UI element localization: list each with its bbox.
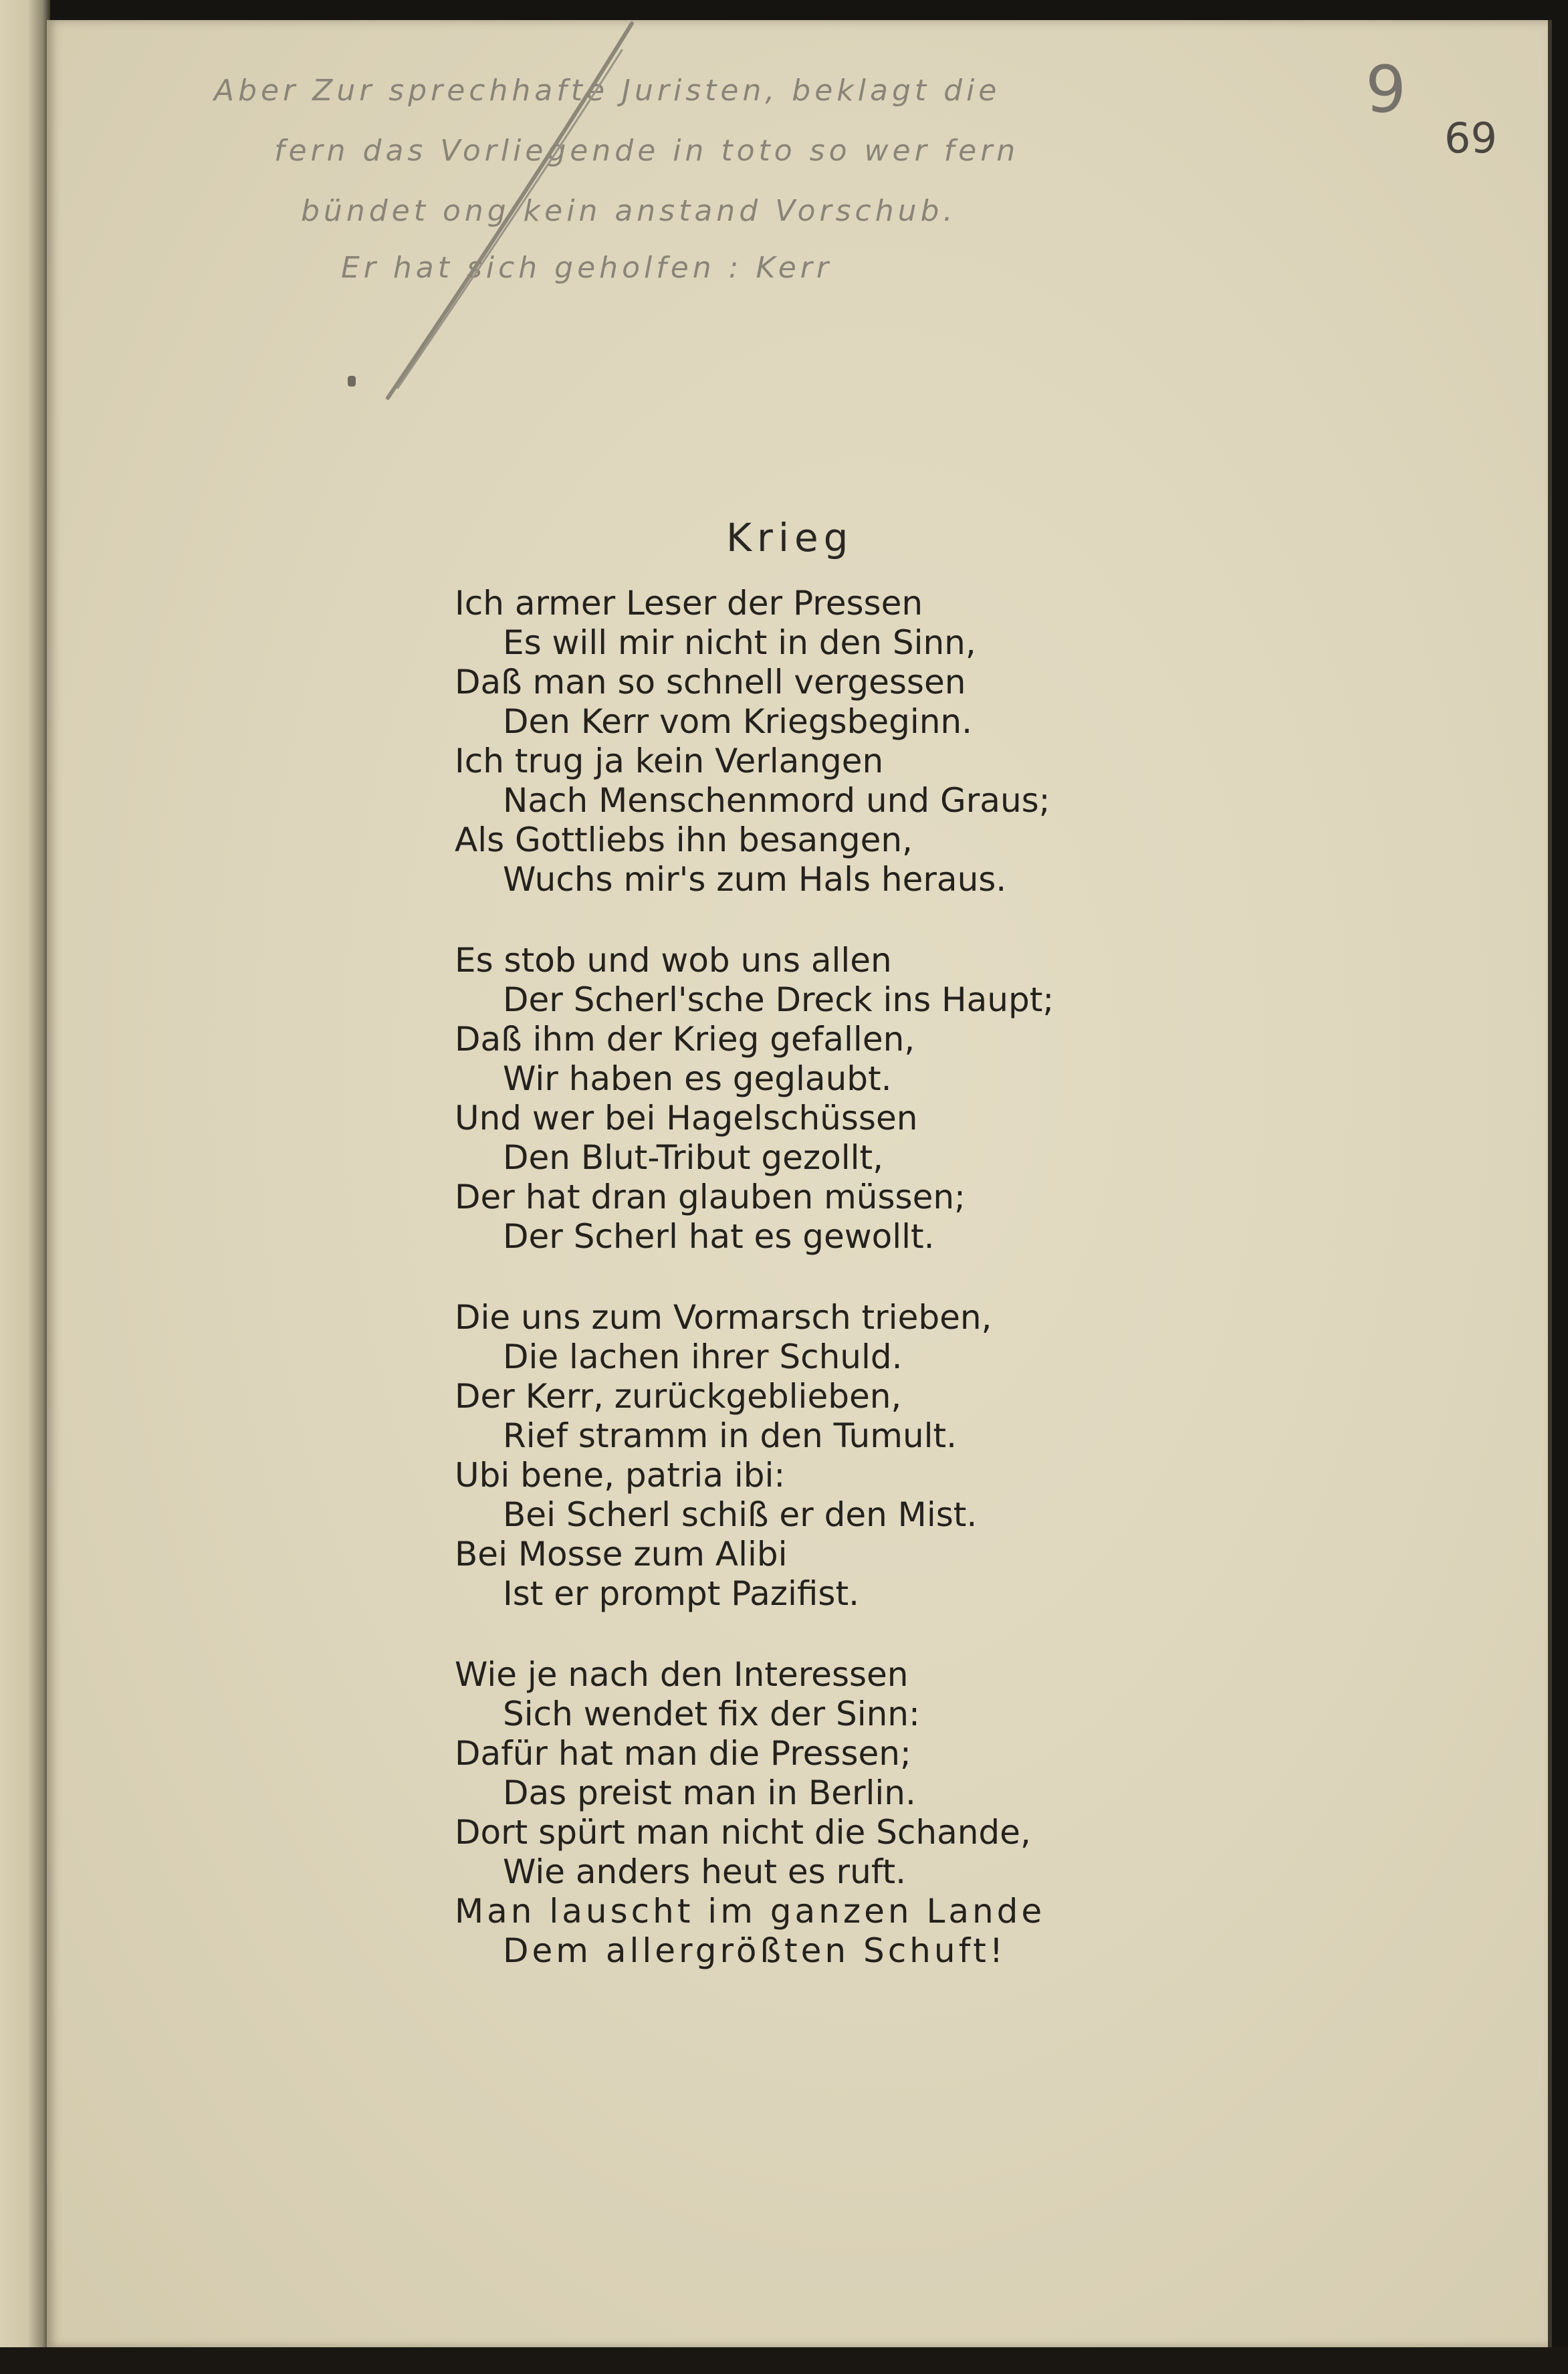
- verse-line: Bei Mosse zum Alibi: [455, 1535, 788, 1574]
- verse-line: Ist er prompt Pazifist.: [503, 1574, 859, 1613]
- verse-line: Der hat dran glauben müssen;: [455, 1178, 966, 1216]
- pencil-dot-icon: [348, 376, 356, 387]
- verse-line: Es will mir nicht in den Sinn,: [503, 623, 976, 662]
- verse-line: Daß ihm der Krieg gefallen,: [455, 1020, 915, 1059]
- verse-line: Man lauscht im ganzen Lande: [455, 1892, 1046, 1931]
- verse-line: Dort spürt man nicht die Schande,: [455, 1813, 1031, 1852]
- note-line: Aber Zur sprechhafte Juristen, beklagt die: [214, 74, 1001, 108]
- verse-line: Wie je nach den Interessen: [455, 1655, 909, 1694]
- verse-line: Ich armer Leser der Pressen: [455, 584, 923, 623]
- verse-line: Den Kerr vom Kriegsbeginn.: [503, 702, 973, 741]
- scan-border: [0, 2347, 1568, 2374]
- note-line: Er hat sich geholfen : Kerr: [341, 251, 832, 285]
- verse-line: Es stob und wob uns allen: [455, 941, 892, 980]
- verse-line: Dem allergrößten Schuft!: [503, 1931, 1006, 1970]
- verse-line: Der Scherl hat es gewollt.: [503, 1217, 935, 1256]
- page-number: 69: [1444, 114, 1497, 163]
- verse-line: Rief stramm in den Tumult.: [503, 1416, 958, 1455]
- verse-line: Sich wendet fix der Sinn:: [503, 1695, 920, 1733]
- verse-line: Bei Scherl schiß er den Mist.: [503, 1495, 978, 1534]
- stanza-4: [455, 1655, 1045, 1971]
- verse-line: Das preist man in Berlin.: [503, 1773, 916, 1812]
- verse-line: Als Gottliebs ihn besangen,: [455, 821, 913, 859]
- note-line: fern das Vorliegende in toto so wer fern: [274, 134, 1020, 168]
- verse-line: Ich trug ja kein Verlangen: [455, 742, 884, 780]
- verse-line: Und wer bei Hagelschüssen: [455, 1099, 918, 1138]
- verse-line: Dafür hat man die Pressen;: [455, 1734, 911, 1773]
- verse-line: Daß man so schnell vergessen: [455, 663, 966, 702]
- verse-line: Der Scherl'sche Dreck ins Haupt;: [503, 980, 1054, 1019]
- verse-line: Wuchs mir's zum Hals heraus.: [503, 860, 1007, 899]
- note-line: bündet ong kein anstand Vorschub.: [301, 194, 957, 228]
- verse-line: Den Blut-Tribut gezollt,: [503, 1138, 883, 1177]
- verse-line: Nach Menschenmord und Graus;: [503, 781, 1050, 820]
- poem-title: Krieg: [726, 515, 854, 560]
- verse-line: Die lachen ihrer Schuld.: [503, 1337, 903, 1376]
- verse-line: Die uns zum Vormarsch trieben,: [455, 1298, 992, 1337]
- stanza-3: [455, 1298, 992, 1614]
- verse-line: Wie anders heut es ruft.: [503, 1852, 907, 1891]
- stanza-1: [455, 584, 1050, 899]
- verse-line: Wir haben es geglaubt.: [503, 1059, 892, 1098]
- pencil-folio-number: 9: [1365, 52, 1407, 127]
- verse-line: Der Kerr, zurückgeblieben,: [455, 1377, 902, 1416]
- stanza-2: [455, 941, 1054, 1257]
- verse-line: Ubi bene, patria ibi:: [455, 1456, 786, 1495]
- previous-page-edge: [0, 0, 50, 2374]
- pencil-strike-icon: [334, 13, 655, 415]
